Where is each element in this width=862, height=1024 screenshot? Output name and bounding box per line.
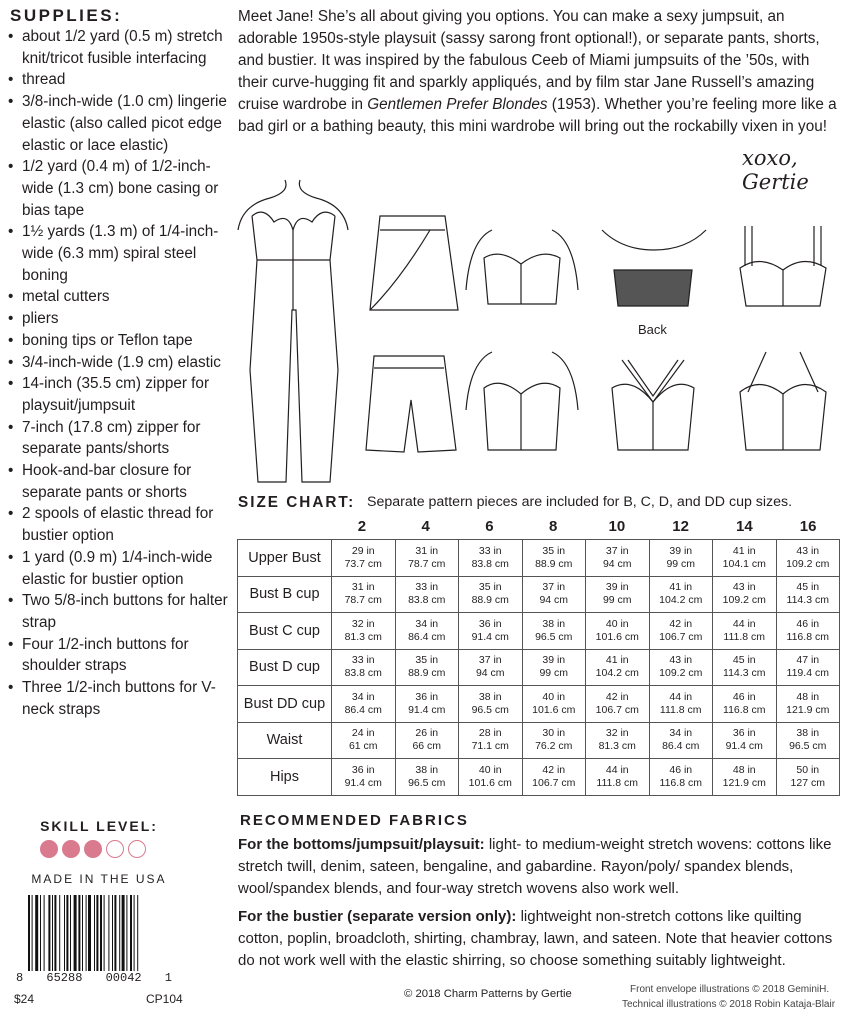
barcode-bar (32, 895, 33, 971)
barcode-bar (64, 895, 65, 971)
measurement-inches: 43 in (796, 544, 820, 557)
measurement-label: Upper Bust (238, 540, 332, 577)
measurement-cm: 109.2 cm (786, 557, 830, 570)
measurement-inches: 35 in (415, 654, 439, 667)
halter-bustier-drawing (740, 352, 826, 450)
measurement-cm: 78.7 cm (408, 557, 446, 570)
measurement-label: Bust D cup (238, 649, 332, 686)
measurement-cell (522, 649, 586, 686)
measurement-cell (459, 686, 523, 723)
measurement-cell (586, 540, 650, 577)
supply-item: • 3/8-inch-wide (1.0 cm) lingerie elastic (also called picot edge elastic or lace elastic) (8, 91, 230, 156)
measurement-cm: 88.9 cm (408, 667, 446, 680)
back-view-label: Back (638, 322, 667, 337)
supplies-title: SUPPLIES: (10, 6, 123, 25)
measurement-inches: 36 in (478, 617, 502, 630)
measurement-inches: 46 in (669, 763, 693, 776)
measurement-cell (713, 613, 777, 650)
measurement-inches: 38 in (796, 727, 820, 740)
size-row (238, 540, 840, 577)
copyright: © 2018 Charm Patterns by Gertie (404, 988, 572, 1000)
measurement-cm: 94 cm (539, 594, 569, 607)
barcode-digits (16, 971, 172, 985)
skill-dot (128, 840, 146, 858)
measurement-cm: 86.4 cm (662, 740, 700, 753)
barcode-bar (100, 895, 102, 971)
bustier-back-drawing (602, 230, 706, 306)
barcode-bar (130, 895, 132, 971)
measurement-cm: 106.7 cm (532, 776, 576, 789)
supply-item: • thread (8, 69, 230, 91)
measurement-inches: 44 in (605, 763, 629, 776)
barcode (28, 895, 160, 971)
measurement-cm: 91.4 cm (408, 703, 446, 716)
measurement-cell (522, 759, 586, 796)
measurement-inches: 40 in (605, 617, 629, 630)
size-row (238, 649, 840, 686)
measurement-inches: 36 in (732, 727, 756, 740)
bustier-drawing (466, 230, 578, 304)
barcode-digit-group: 8 (16, 971, 24, 985)
barcode-bar (134, 895, 135, 971)
measurement-cm: 106.7 cm (659, 630, 703, 643)
measurement-inches: 47 in (796, 654, 820, 667)
measurement-inches: 41 in (732, 544, 756, 557)
supply-item: • pliers (8, 308, 230, 330)
measurement-cm: 104.1 cm (722, 557, 766, 570)
measurement-inches: 48 in (732, 763, 756, 776)
measurement-cm: 121.9 cm (722, 776, 766, 789)
barcode-bar (114, 895, 116, 971)
measurement-inches: 50 in (796, 763, 820, 776)
fabrics-bustier-text: lightweight non-stretch cottons like quilting cotton, poplin, broadcloth, shirting, chambray, lawn, and sateen. Note that heavier cottons do not work well with the elastic shirring, so choose something suitably lightweight. (238, 908, 833, 969)
size-row (238, 613, 840, 650)
barcode-bar (54, 895, 56, 971)
measurement-inches: 45 in (796, 581, 820, 594)
size-column-header: 16 (799, 518, 817, 535)
measurement-label: Bust C cup (238, 613, 332, 650)
signature: xoxo, Gertie (742, 146, 809, 194)
measurement-cell (713, 649, 777, 686)
size-column-header: 6 (485, 518, 494, 535)
measurement-cell (713, 759, 777, 796)
technical-illustrations (230, 170, 860, 488)
measurement-inches: 37 in (478, 654, 502, 667)
measurement-inches: 35 in (542, 544, 566, 557)
measurement-cm: 111.8 cm (723, 630, 766, 643)
measurement-inches: 35 in (478, 581, 502, 594)
supply-item: • boning tips or Teflon tape (8, 330, 230, 352)
measurement-cm: 104.2 cm (595, 667, 639, 680)
supply-item: • Two 5/8-inch buttons for halter strap (8, 590, 230, 633)
intro-paragraph (238, 6, 838, 138)
supply-item: • Four 1/2-inch buttons for shoulder straps (8, 634, 230, 677)
barcode-bar (104, 895, 105, 971)
measurement-cell (332, 613, 396, 650)
measurement-cm: 116.8 cm (659, 776, 702, 789)
measurement-cell (776, 540, 840, 577)
wide-bustier-drawing (466, 352, 578, 450)
measurement-cell (332, 576, 396, 613)
measurement-inches: 42 in (669, 617, 693, 630)
measurement-cell (395, 686, 459, 723)
barcode-bar (28, 895, 30, 971)
measurement-inches: 36 in (351, 763, 375, 776)
v-neck-bustier-drawing (612, 360, 694, 450)
measurement-cell (776, 722, 840, 759)
measurement-cm: 88.9 cm (535, 557, 573, 570)
measurement-cell (649, 649, 713, 686)
measurement-inches: 40 in (478, 763, 502, 776)
barcode-bar (86, 895, 87, 971)
measurement-cm: 99 cm (666, 557, 696, 570)
barcode-bar (40, 895, 41, 971)
measurement-cm: 119.4 cm (786, 667, 829, 680)
measurement-cell (713, 686, 777, 723)
measurement-cell (459, 759, 523, 796)
measurement-inches: 48 in (796, 690, 820, 703)
barcode-bar (52, 895, 53, 971)
size-chart-table (237, 539, 840, 796)
measurement-inches: 24 in (351, 727, 375, 740)
measurement-inches: 42 in (542, 763, 566, 776)
measurement-cell (586, 613, 650, 650)
measurement-cm: 76.2 cm (535, 740, 573, 753)
film-title: Gentlemen Prefer Blondes (367, 96, 548, 113)
measurement-cell (459, 613, 523, 650)
measurement-inches: 41 in (605, 654, 629, 667)
made-in-label: MADE IN THE USA (31, 872, 167, 886)
measurement-cm: 114.3 cm (723, 667, 766, 680)
skill-dot (40, 840, 58, 858)
strapped-bustier-drawing (740, 226, 826, 306)
size-row (238, 576, 840, 613)
measurement-cm: 101.6 cm (595, 630, 639, 643)
illustration-credit: Front envelope illustrations © 2018 GeminiH. (630, 984, 830, 995)
measurement-cell (713, 540, 777, 577)
measurement-inches: 45 in (732, 654, 756, 667)
fabrics-bustier-paragraph (238, 906, 840, 972)
sarong-skirt-drawing (370, 216, 458, 310)
barcode-bar (78, 895, 80, 971)
measurement-inches: 34 in (669, 727, 693, 740)
measurement-cm: 86.4 cm (344, 703, 382, 716)
measurement-cm: 99 cm (602, 594, 632, 607)
measurement-label: Bust B cup (238, 576, 332, 613)
measurement-cm: 66 cm (412, 740, 442, 753)
measurement-cell (395, 540, 459, 577)
measurement-cell (332, 649, 396, 686)
measurement-inches: 37 in (605, 544, 629, 557)
measurement-cell (713, 576, 777, 613)
fabrics-bottoms-paragraph (238, 834, 840, 900)
intro-text-end: (1953). Whether you’re feeling more like a bad girl or a bathing beauty, this mini wardrobe will bring out the rockabilly vixen in you! (238, 96, 837, 135)
shorts-drawing (366, 356, 456, 452)
measurement-cell (332, 686, 396, 723)
measurement-cm: 96.5 cm (408, 776, 446, 789)
measurement-cell (776, 759, 840, 796)
size-chart-title: SIZE CHART: (238, 494, 356, 511)
supply-item: • 2 spools of elastic thread for bustier option (8, 503, 230, 546)
measurement-inches: 34 in (351, 690, 375, 703)
supply-item: • metal cutters (8, 286, 230, 308)
barcode-digit-group: 1 (164, 971, 172, 985)
measurement-cell (586, 722, 650, 759)
barcode-bar (48, 895, 50, 971)
skill-level-title: SKILL LEVEL: (40, 818, 158, 834)
measurement-cm: 91.4 cm (471, 630, 509, 643)
measurement-cell (649, 722, 713, 759)
measurement-cm: 96.5 cm (471, 703, 509, 716)
size-column-header: 8 (548, 518, 558, 535)
measurement-cm: 83.8 cm (344, 667, 382, 680)
measurement-inches: 32 in (351, 617, 375, 630)
measurement-cell (522, 722, 586, 759)
measurement-cm: 61 cm (348, 740, 378, 753)
measurement-inches: 44 in (669, 690, 693, 703)
measurement-label: Bust DD cup (238, 686, 332, 723)
size-header-row (330, 518, 840, 535)
measurement-cm: 116.8 cm (723, 703, 766, 716)
skill-dot (62, 840, 80, 858)
measurement-cell (395, 759, 459, 796)
measurement-inches: 40 in (542, 690, 566, 703)
supply-item: • 3/4-inch-wide (1.9 cm) elastic (8, 352, 230, 374)
measurement-inches: 28 in (478, 727, 502, 740)
measurement-inches: 33 in (415, 581, 439, 594)
supply-item: • 1/2 yard (0.4 m) of 1/2-inch-wide (1.3 cm) bone casing or bias tape (8, 156, 230, 221)
measurement-cm: 83.8 cm (471, 557, 509, 570)
supplies-list (8, 26, 230, 721)
measurement-inches: 42 in (605, 690, 629, 703)
measurement-cell (459, 576, 523, 613)
measurement-inches: 31 in (351, 581, 375, 594)
measurement-cell (522, 613, 586, 650)
measurement-cm: 116.8 cm (786, 630, 829, 643)
barcode-bar (112, 895, 113, 971)
measurement-cm: 109.2 cm (722, 594, 766, 607)
measurement-cell (522, 576, 586, 613)
measurement-cell (649, 759, 713, 796)
supply-item: • 1 yard (0.9 m) 1/4-inch-wide elastic for bustier option (8, 547, 230, 590)
measurement-cm: 73.7 cm (344, 557, 382, 570)
size-row (238, 759, 840, 796)
measurement-label: Hips (238, 759, 332, 796)
measurement-cell (649, 613, 713, 650)
measurement-cell (395, 576, 459, 613)
measurement-inches: 44 in (732, 617, 756, 630)
barcode-bar (59, 895, 60, 971)
measurement-cm: 114.3 cm (786, 594, 829, 607)
barcode-bar (82, 895, 83, 971)
price: $24 (14, 992, 35, 1006)
measurement-cm: 127 cm (790, 776, 825, 789)
measurement-cell (395, 722, 459, 759)
measurement-inches: 38 in (478, 690, 502, 703)
measurement-cell (522, 686, 586, 723)
measurement-inches: 39 in (605, 581, 629, 594)
measurement-cell (776, 686, 840, 723)
measurement-inches: 26 in (415, 727, 439, 740)
measurement-cm: 101.6 cm (532, 703, 576, 716)
measurement-inches: 29 in (351, 544, 375, 557)
barcode-bar (88, 895, 91, 971)
measurement-inches: 33 in (351, 654, 375, 667)
barcode-bar (35, 895, 38, 971)
supply-item: • 7-inch (17.8 cm) zipper for separate pants/shorts (8, 417, 230, 460)
measurement-inches: 41 in (669, 581, 693, 594)
size-column-header: 4 (421, 518, 430, 535)
barcode-bar (126, 895, 127, 971)
sku: CP104 (146, 992, 183, 1006)
measurement-cm: 91.4 cm (725, 740, 763, 753)
measurement-inches: 36 in (415, 690, 439, 703)
jumpsuit-drawing (238, 180, 348, 482)
measurement-cm: 121.9 cm (786, 703, 830, 716)
measurement-cell (459, 540, 523, 577)
illustration-credit: Technical illustrations © 2018 Robin Kataja-Blair (622, 999, 836, 1010)
fabrics-bottoms-lead: For the bottoms/jumpsuit/playsuit: (238, 836, 485, 853)
measurement-cm: 96.5 cm (535, 630, 573, 643)
intro-text: Meet Jane! She’s all about giving you options. You can make a sexy jumpsuit, an adorable 1950s-style playsuit (sassy sarong front optional!), or separate pants, shorts, and bustier. It was inspired by the fabulous Ceeb of Miami jumpsuits of the ’50s, with their curve-hugging fit and sparkly appliqués, and by film star Jane Russell’s amazing cruise wardrobe in (238, 8, 820, 113)
measurement-cm: 106.7 cm (595, 703, 639, 716)
size-column-header: 14 (736, 518, 753, 535)
measurement-cell (332, 759, 396, 796)
measurement-cell (713, 722, 777, 759)
measurement-cm: 99 cm (539, 667, 569, 680)
skill-level-rating (40, 840, 146, 858)
measurement-cm: 81.3 cm (344, 630, 382, 643)
barcode-bar (94, 895, 95, 971)
measurement-cell (395, 649, 459, 686)
skill-dot (84, 840, 102, 858)
barcode-bar (74, 895, 77, 971)
barcode-bar (66, 895, 68, 971)
measurement-inches: 32 in (605, 727, 629, 740)
measurement-cell (649, 686, 713, 723)
measurement-cm: 104.2 cm (659, 594, 703, 607)
supply-item: • 14-inch (35.5 cm) zipper for playsuit/jumpsuit (8, 373, 230, 416)
measurement-cell (332, 722, 396, 759)
measurement-cm: 111.8 cm (596, 776, 639, 789)
supply-item: • about 1/2 yard (0.5 m) stretch knit/tricot fusible interfacing (8, 26, 230, 69)
measurement-inches: 39 in (669, 544, 693, 557)
measurement-cm: 86.4 cm (408, 630, 446, 643)
measurement-cell (332, 540, 396, 577)
measurement-inches: 31 in (415, 544, 439, 557)
measurement-cell (395, 613, 459, 650)
measurement-inches: 43 in (732, 581, 756, 594)
measurement-inches: 39 in (542, 654, 566, 667)
measurement-cell (586, 686, 650, 723)
measurement-inches: 46 in (796, 617, 820, 630)
size-column-header: 10 (608, 518, 626, 535)
fabrics-bottoms-text: light- to medium-weight stretch wovens: cottons like stretch twill, denim, sateen, bengaline, and gabardine. Rayon/poly/ spandex blends, wool/spandex blends, and four-way stretch wovens also work well. (238, 836, 832, 897)
size-row (238, 686, 840, 723)
barcode-bar (137, 895, 138, 971)
measurement-cell (522, 540, 586, 577)
measurement-cm: 71.1 cm (471, 740, 509, 753)
measurement-cm: 81.3 cm (598, 740, 636, 753)
barcode-bar (119, 895, 120, 971)
measurement-cell (586, 649, 650, 686)
measurement-cell (649, 540, 713, 577)
measurement-cm: 78.7 cm (344, 594, 382, 607)
measurement-cell (459, 649, 523, 686)
measurement-inches: 38 in (542, 617, 566, 630)
measurement-cell (586, 576, 650, 613)
size-column-header: 12 (672, 518, 689, 535)
measurement-cm: 94 cm (602, 557, 632, 570)
supply-item: • Hook-and-bar closure for separate pants or shorts (8, 460, 230, 503)
measurement-label: Waist (238, 722, 332, 759)
measurement-cm: 101.6 cm (468, 776, 512, 789)
barcode-digit-group: 65288 (46, 971, 83, 985)
measurement-inches: 33 in (478, 544, 502, 557)
measurement-cm: 88.9 cm (471, 594, 509, 607)
barcode-bar (44, 895, 45, 971)
skill-dot (106, 840, 124, 858)
size-row (238, 722, 840, 759)
size-chart-note: Separate pattern pieces are included for B, C, D, and DD cup sizes. (367, 494, 793, 510)
measurement-cm: 109.2 cm (659, 667, 703, 680)
measurement-inches: 46 in (732, 690, 756, 703)
measurement-cm: 94 cm (475, 667, 505, 680)
measurement-inches: 38 in (415, 763, 439, 776)
measurement-cm: 83.8 cm (408, 594, 446, 607)
measurement-cell (649, 576, 713, 613)
measurement-cm: 96.5 cm (789, 740, 827, 753)
size-column-header: 2 (357, 518, 367, 535)
measurement-cm: 111.8 cm (659, 703, 702, 716)
supply-item: • 1½ yards (1.3 m) of 1/4-inch-wide (6.3 mm) spiral steel boning (8, 221, 230, 286)
supply-item: • Three 1/2-inch buttons for V-neck straps (8, 677, 230, 720)
measurement-inches: 37 in (542, 581, 566, 594)
measurement-cell (586, 759, 650, 796)
measurement-inches: 34 in (415, 617, 439, 630)
measurement-cell (776, 576, 840, 613)
measurement-inches: 30 in (542, 727, 566, 740)
barcode-bar (122, 895, 125, 971)
measurement-inches: 43 in (669, 654, 693, 667)
fabrics-title: RECOMMENDED FABRICS (240, 812, 469, 829)
measurement-cell (776, 649, 840, 686)
barcode-bar (96, 895, 98, 971)
barcode-bar (108, 895, 109, 971)
measurement-cm: 91.4 cm (344, 776, 382, 789)
fabrics-bustier-lead: For the bustier (separate version only): (238, 908, 517, 925)
barcode-digit-group: 00042 (105, 971, 142, 985)
measurement-cell (776, 613, 840, 650)
barcode-bar (70, 895, 71, 971)
measurement-cell (459, 722, 523, 759)
